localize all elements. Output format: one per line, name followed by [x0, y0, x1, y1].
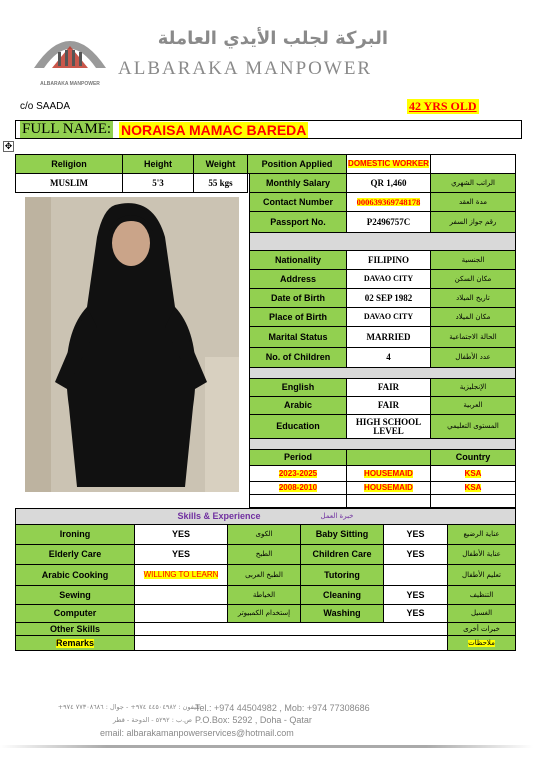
english-arabic: الإنجليزية [430, 378, 516, 397]
exp-country-text: KSA [464, 483, 482, 492]
position-blank-header [346, 449, 431, 466]
skill-cell-l-arabic [227, 564, 301, 586]
skill-text: عناية الرضيع [463, 530, 500, 538]
skill-text: التنظيف [469, 590, 494, 599]
skill-text: YES [406, 608, 425, 618]
contact-label: Contact Number [249, 192, 347, 212]
skill-cell-r-value [383, 544, 448, 565]
skill-text: تعليم الأطفال [462, 570, 501, 579]
skill-text: Elderly Care [48, 549, 102, 559]
company-name-arabic: البركة لجلب الأيدي العاملة [157, 28, 388, 49]
exp-row-2-position [346, 481, 431, 495]
skill-cell-r-arabic [447, 604, 516, 623]
exp-row-2-country [430, 481, 516, 495]
marital-label: Marital Status [249, 326, 347, 348]
salary-label: Monthly Salary [249, 173, 347, 193]
company-name-english: ALBARAKA MANPOWER [118, 58, 373, 79]
skill-text: Computer [53, 608, 97, 618]
skill-cell-l-value [134, 544, 228, 565]
skill-cell-l-label [15, 585, 135, 605]
children-label: No. of Children [249, 347, 347, 368]
dob-arabic: تاريخ الميلاد [430, 288, 516, 308]
arabic-lang-label: Arabic [249, 396, 347, 415]
care-of: c/o SAADA [20, 101, 71, 112]
skill-cell-r-value [383, 604, 448, 623]
marital-arabic: الحالة الاجتماعية [430, 326, 516, 348]
exp-period-text: 2023-2025 [278, 468, 318, 478]
full-name-label: FULL NAME: [22, 121, 112, 137]
other-skills-label: Other Skills [15, 622, 135, 636]
education-arabic: المستوى التعليمي [430, 414, 516, 439]
religion-header: Religion [15, 154, 123, 174]
remarks-label-cell [15, 635, 135, 651]
footer-email: email: albarakamanpowerservices@hotmail.com [100, 728, 294, 738]
full-name-row [15, 120, 522, 139]
salary-arabic: الراتب الشهري [430, 173, 516, 193]
exp-period-text: 2008-2010 [278, 483, 318, 492]
skill-cell-l-arabic [227, 544, 301, 565]
english-label: English [249, 378, 347, 397]
skill-text: Children Care [312, 549, 372, 559]
skill-text: Tutoring [324, 569, 360, 580]
skill-cell-r-arabic [447, 564, 516, 586]
arabic-lang-arabic: العربية [430, 396, 516, 415]
skills-title-arabic: خبرة العمل [320, 512, 354, 520]
other-skills-value [134, 622, 448, 636]
skill-text: WILLING TO LEARN [143, 570, 219, 579]
remarks-arabic-cell [447, 635, 516, 651]
exp-row-3-country [430, 494, 516, 508]
skill-text: الطبخ [255, 550, 273, 558]
remarks-label: Remarks [55, 637, 95, 648]
religion-value: MUSLIM [15, 173, 123, 193]
age-badge: 42 YRS OLD [409, 99, 477, 113]
skill-text: الكوى [255, 530, 273, 538]
exp-row-1-period [249, 465, 347, 482]
skill-text: Baby Sitting [315, 529, 369, 539]
exp-row-1-country [430, 465, 516, 482]
exp-position-text: HOUSEMAID [364, 483, 413, 492]
weight-header: Weight [193, 154, 248, 174]
skill-cell-l-value [134, 524, 228, 545]
skill-text: Arabic Cooking [41, 569, 109, 580]
education-label: Education [249, 414, 347, 439]
skill-cell-r-value [383, 585, 448, 605]
skill-cell-r-arabic [447, 544, 516, 565]
skill-cell-r-value [383, 524, 448, 545]
height-header: Height [122, 154, 194, 174]
position-header: Position Applied [247, 154, 347, 174]
address-label: Address [249, 269, 347, 289]
pob-value: DAVAO CITY [346, 307, 431, 327]
position-value: DOMESTIC WORKER [348, 159, 429, 168]
skill-text: Cleaning [322, 589, 361, 600]
contact-value: 000639369748178 [356, 196, 421, 207]
skill-cell-r-label [300, 604, 384, 623]
company-logo [30, 22, 110, 87]
skill-text: YES [406, 589, 425, 600]
move-handle-icon[interactable]: ✥ [4, 141, 13, 151]
skill-cell-r-value [383, 564, 448, 586]
skill-text: الخياطة [252, 590, 276, 599]
passport-arabic: رقم جواز السفر [430, 211, 516, 233]
full-name-value: NORAISA MAMAC BAREDA [121, 121, 307, 138]
skill-cell-l-arabic [227, 585, 301, 605]
skill-cell-l-value [134, 564, 228, 586]
remarks-value [134, 635, 448, 651]
dob-label: Date of Birth [249, 288, 347, 308]
skill-cell-l-value [134, 585, 228, 605]
marital-value: MARRIED [346, 326, 431, 348]
footer-pobox: P.O.Box: 5292 , Doha - Qatar [195, 715, 312, 725]
nationality-label: Nationality [249, 250, 347, 270]
skill-text: إستخدام الكمبيوتر [237, 609, 291, 617]
skill-text: YES [406, 529, 425, 539]
skill-cell-l-label [15, 544, 135, 565]
applicant-photo [25, 197, 239, 492]
skill-text: Washing [323, 608, 361, 618]
exp-position-text: HOUSEMAID [364, 468, 413, 478]
skill-cell-r-label [300, 524, 384, 545]
exp-country-text: KSA [464, 468, 482, 478]
pob-arabic: مكان الميلاد [430, 307, 516, 327]
address-arabic: مكان السكن [430, 269, 516, 289]
footer-divider [0, 745, 533, 748]
arabic-lang-value: FAIR [346, 396, 431, 415]
contact-arabic: مدة العقد [430, 192, 516, 212]
skill-cell-r-label [300, 585, 384, 605]
grey-spacer-1 [249, 232, 516, 251]
footer-arabic-line1: تليفون : ٤٤٥٠٤٩٨٢ ٩٧٤+ - جوال : ٧٧٣٠٨٦٨٦ ٩٧٤+ [57, 703, 200, 711]
nationality-value: FILIPINO [346, 250, 431, 270]
skill-cell-l-label [15, 604, 135, 623]
pob-label: Place of Birth [249, 307, 347, 327]
skill-text: YES [171, 549, 190, 559]
exp-row-1-position [346, 465, 431, 482]
skill-text: Ironing [59, 529, 91, 539]
skill-text: الغسيل [470, 609, 493, 617]
footer-tel: Tel.: +974 44504982 , Mob: +974 77308686 [195, 703, 370, 713]
exp-row-3-position [346, 494, 431, 508]
period-header: Period [249, 449, 347, 466]
skill-cell-l-arabic [227, 604, 301, 623]
skill-text: YES [171, 529, 190, 539]
position-value-cell [346, 154, 431, 174]
skill-cell-l-label [15, 524, 135, 545]
other-skills-arabic: خبرات أخرى [447, 622, 516, 636]
education-value: HIGH SCHOOL LEVEL [346, 414, 431, 439]
country-header: Country [430, 449, 516, 466]
skill-text: عناية الأطفال [462, 550, 501, 558]
salary-value: QR 1,460 [346, 173, 431, 193]
passport-label: Passport No. [249, 211, 347, 233]
skills-title: Skills & Experience [177, 511, 261, 521]
skill-cell-r-label [300, 544, 384, 565]
skill-text: YES [406, 549, 425, 559]
skill-text: Sewing [59, 589, 91, 600]
nationality-arabic: الجنسية [430, 250, 516, 270]
skill-cell-r-arabic [447, 524, 516, 545]
passport-value: P2496757C [346, 211, 431, 233]
dob-value: 02 SEP 1982 [346, 288, 431, 308]
height-value: 5'3 [122, 173, 194, 193]
footer-arabic-line2: ص.ب : ٥٢٩٢ - الدوحة - قطر [112, 716, 192, 724]
blank-top-cell [430, 154, 516, 174]
children-value: 4 [346, 347, 431, 368]
exp-row-2-period [249, 481, 347, 495]
skills-header [15, 508, 516, 525]
skill-text: الطبخ العربى [245, 570, 283, 579]
logo-caption: ALBARAKA MANPOWER [40, 81, 100, 87]
exp-row-3-period [249, 494, 347, 508]
skill-cell-l-arabic [227, 524, 301, 545]
children-arabic: عدد الأطفال [430, 347, 516, 368]
skill-cell-r-arabic [447, 585, 516, 605]
skill-cell-l-label [15, 564, 135, 586]
remarks-arabic: ملاحظات [468, 638, 495, 647]
skill-cell-r-label [300, 564, 384, 586]
weight-value: 55 kgs [193, 173, 248, 193]
english-value: FAIR [346, 378, 431, 397]
contact-value-cell [346, 192, 431, 212]
skill-cell-l-value [134, 604, 228, 623]
address-value: DAVAO CITY [346, 269, 431, 289]
